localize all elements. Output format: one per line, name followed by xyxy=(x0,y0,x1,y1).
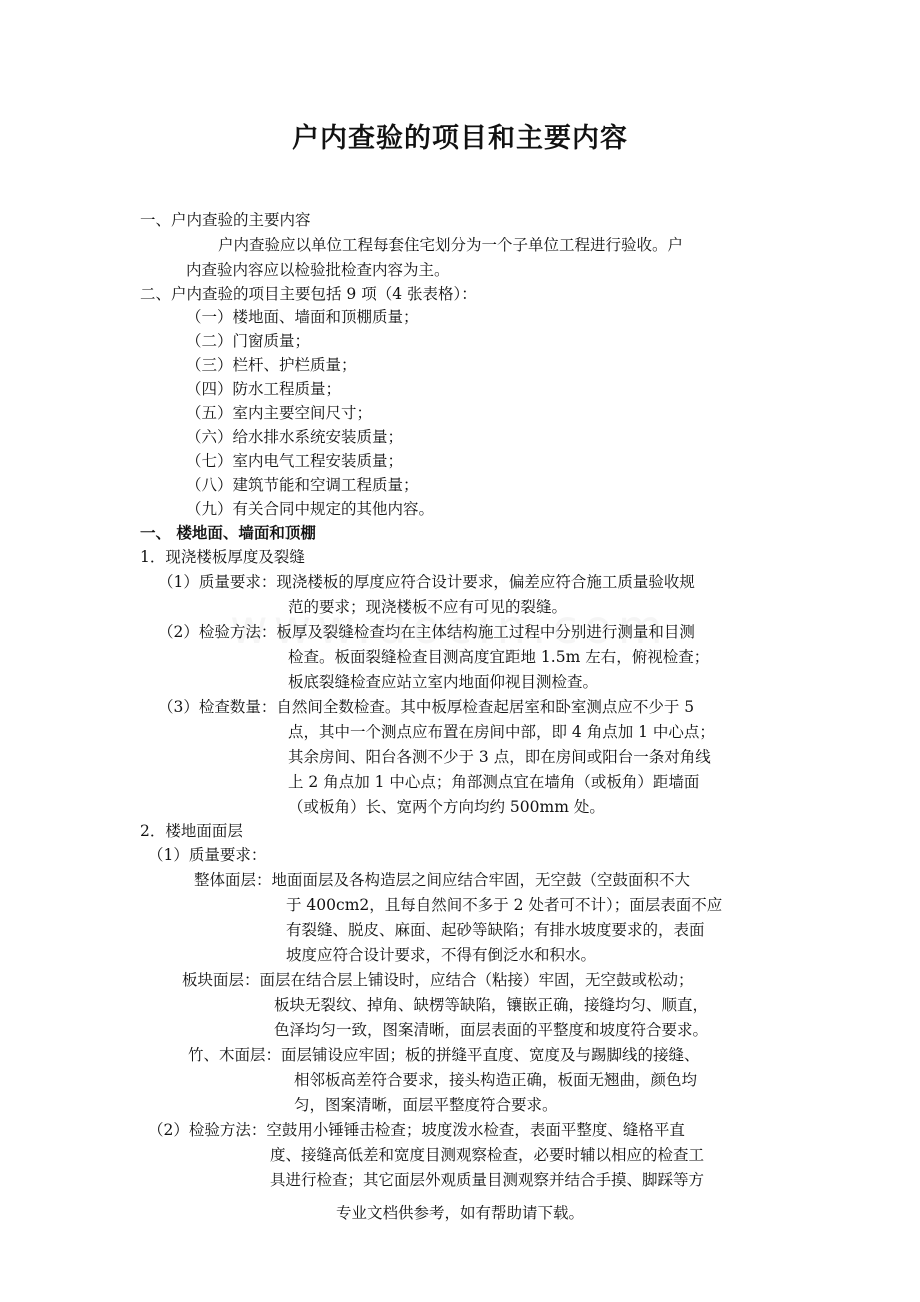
paragraph-line: 竹、木面层：面层铺设应牢固；板的拼缝平直度、宽度及与踢脚线的接缝、 xyxy=(188,1046,700,1064)
paragraph-line: 相邻板高差符合要求，接头构造正确，板面无翘曲，颜色均 xyxy=(294,1071,698,1089)
paragraph-line: （或板角）长、宽两个方向均约 500mm 处。 xyxy=(288,798,605,816)
paragraph-line: 检查。板面裂缝检查目测高度宜距地 1.5m 左右，俯视检查； xyxy=(288,648,710,666)
list-item: （六）给水排水系统安装质量； xyxy=(186,428,404,446)
paragraph-line: 板底裂缝检查应站立室内地面仰视目测检查。 xyxy=(288,673,599,691)
paragraph-line: 其余房间、阳台各测不少于 3 点，即在房间或阳台一条对角线 xyxy=(288,748,711,766)
paragraph-line: 坡度应符合设计要求，不得有倒泛水和积水。 xyxy=(286,946,597,964)
paragraph-line: 度、接缝高低差和宽度目测观察检查，必要时辅以相应的检查工 xyxy=(270,1146,705,1164)
list-item: （九）有关合同中规定的其他内容。 xyxy=(186,500,435,518)
paragraph-line: 于 400cm2，且每自然间不多于 2 处者可不计）；面层表面不应 xyxy=(286,896,723,914)
paragraph-line: 具进行检查；其它面层外观质量目测观察并结合手摸、脚踩等方 xyxy=(270,1171,705,1189)
paragraph-line: （1）质量要求：现浇楼板的厚度应符合设计要求，偏差应符合施工质量验收规 xyxy=(158,573,695,591)
list-item: （二）门窗质量； xyxy=(186,332,311,350)
paragraph-line: 整体面层：地面面层及各构造层之间应结合牢固，无空鼓（空鼓面积不大 xyxy=(194,871,691,889)
paragraph-line: 户内查验应以单位工程每套住宅划分为一个子单位工程进行验收。户 xyxy=(218,236,684,254)
section-heading: 一、户内查验的主要内容 xyxy=(140,211,311,229)
list-item: （五）室内主要空间尺寸； xyxy=(186,404,373,422)
subsection-heading: 2．楼地面面层 xyxy=(140,822,243,840)
paragraph-line: 点，其中一个测点应布置在房间中部，即 4 角点加 1 中心点； xyxy=(288,723,715,741)
paragraph-line: （2）检验方法：板厚及裂缝检查均在主体结构施工过程中分别进行测量和目测 xyxy=(158,623,695,641)
page-title: 户内查验的项目和主要内容 xyxy=(292,123,628,154)
paragraph-line: 色泽均匀一致，图案清晰，面层表面的平整度和坡度符合要求。 xyxy=(274,1021,709,1039)
paragraph-line: （3）检查数量：自然间全数检查。其中板厚检查起居室和卧室测点应不少于 5 xyxy=(158,698,695,716)
page-footer: 专业文档供参考，如有帮助请下载。 xyxy=(335,1204,584,1222)
paragraph-line: 板块面层：面层在结合层上铺设时，应结合（粘接）牢固，无空鼓或松动； xyxy=(182,971,694,989)
paragraph-line: 匀，图案清晰，面层平整度符合要求。 xyxy=(294,1096,558,1114)
section-heading: 一、 楼地面、墙面和顶棚 xyxy=(140,524,316,542)
list-item: （四）防水工程质量； xyxy=(186,380,342,398)
paragraph-line: 板块无裂纹、掉角、缺楞等缺陷，镶嵌正确，接缝均匀、顺直， xyxy=(274,996,709,1014)
list-item: （三）栏杆、护栏质量； xyxy=(186,356,357,374)
list-item: （八）建筑节能和空调工程质量； xyxy=(186,476,419,494)
paragraph-line: （2）检验方法：空鼓用小锤锤击检查；坡度泼水检查，表面平整度、缝格平直 xyxy=(148,1121,685,1139)
list-item: （七）室内电气工程安装质量； xyxy=(186,452,404,470)
list-item: （一）楼地面、墙面和顶棚质量； xyxy=(186,308,419,326)
section-heading: 二、户内查验的项目主要包括 9 项（4 张表格）： xyxy=(140,285,477,303)
paragraph-line: 内查验内容应以检验批检查内容为主。 xyxy=(186,261,450,279)
subsection-heading: 1．现浇楼板厚度及裂缝 xyxy=(140,548,305,566)
paragraph-line: 有裂缝、脱皮、麻面、起砂等缺陷；有排水坡度要求的，表面 xyxy=(286,921,705,939)
paragraph-line: 范的要求；现浇楼板不应有可见的裂缝。 xyxy=(288,598,568,616)
paragraph-line: 上 2 角点加 1 中心点；角部测点宜在墙角（或板角）距墙面 xyxy=(288,773,700,791)
paragraph-line: （1）质量要求： xyxy=(148,846,267,864)
